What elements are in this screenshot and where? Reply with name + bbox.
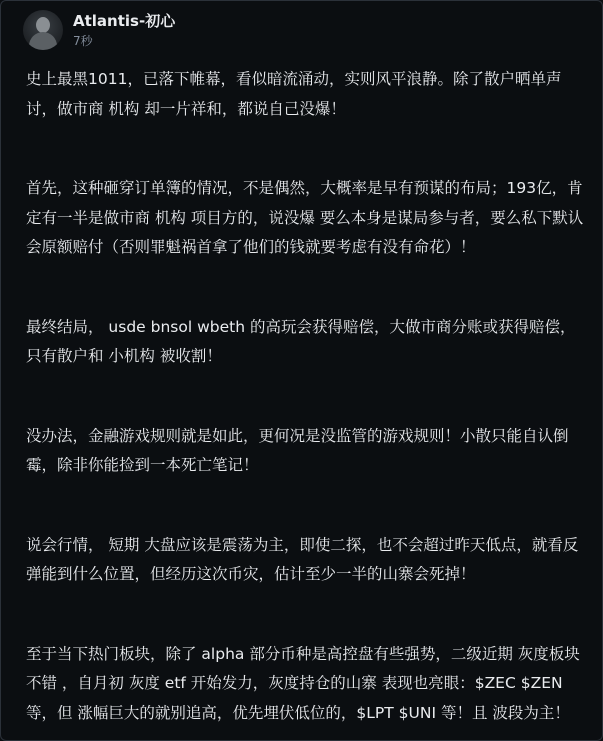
avatar[interactable]	[23, 10, 63, 50]
post-paragraph: 史上最黑1011，已落下帷幕，看似暗流涌动，实则风平浪静。除了散户晒单声讨，做市商 机构 却一片祥和，都说自己没爆！	[26, 70, 562, 118]
post-paragraph: 最终结局， usde bnsol wbeth 的高玩会获得赔偿，大做市商分账或获得赔偿，只有散户和 小机构 被收割！	[26, 317, 576, 365]
avatar-head-shape	[36, 17, 50, 33]
post-paragraph: 没办法，金融游戏规则就是如此，更何况是没监管的游戏规则！小散只能自认倒霉，除非你能捡到一本死亡笔记！	[26, 426, 569, 474]
post-timestamp: 7秒	[73, 34, 93, 48]
post-header	[23, 10, 175, 50]
post-paragraph: 至于当下热门板块，除了 alpha 部分币种是高控盘有些强势，二级近期 灰度板块不错 ，自月初 灰度 etf 开始发力，灰度持仓的山寨 表现也亮眼：$ZEC $ZEN 等，但 涨幅巨大的就别追高，优先埋伏低位的，$LPT $UNI 等！且 波段为主！	[26, 644, 580, 722]
author-meta	[73, 10, 175, 50]
post-paragraph: 说会行情， 短期 大盘应该是震荡为主，即使二探，也不会超过昨天低点，就看反弹能到什么位置，但经历这次币灾，估计至少一半的山寨会死掉！	[26, 535, 579, 583]
post-content	[26, 65, 586, 741]
author-name[interactable]: Atlantis-初心	[73, 12, 176, 30]
avatar-body-shape	[29, 32, 57, 50]
post-paragraph: 首先，这种砸穿订单簿的情况，不是偶然，大概率是早有预谋的布局；193亿，肯定有一半是做市商 机构 项目方的，说没爆 要么本身是谋局参与者，要么私下默认会原额赔付（否则罪魁祸首拿了他们的钱就要考虑有没有命花）！	[26, 179, 584, 256]
